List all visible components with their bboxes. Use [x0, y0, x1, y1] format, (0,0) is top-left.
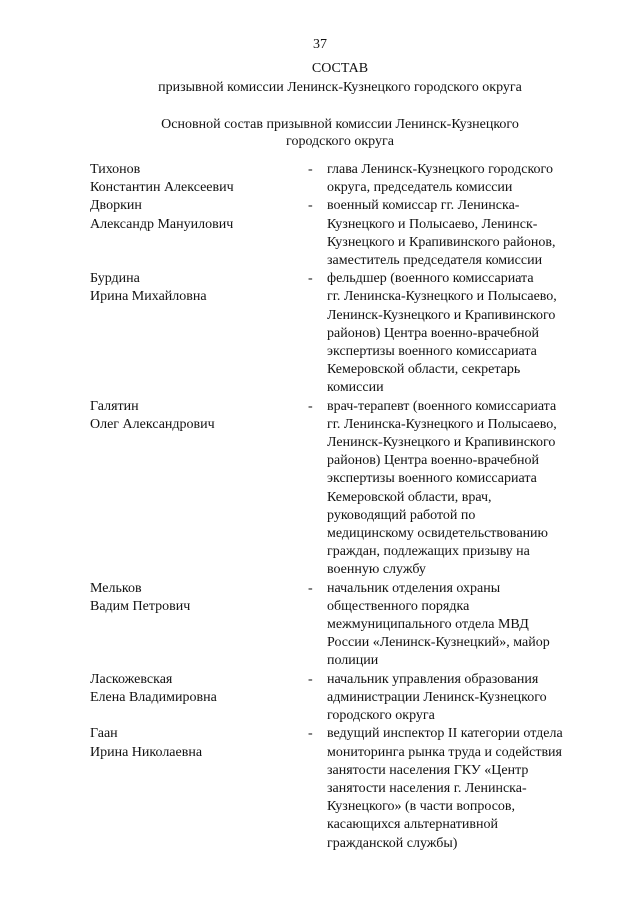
member-role: начальник отделения охраны общественного порядка межмуниципального отдела МВД России «Ленинск-Кузнецкий», майор полиции [327, 580, 550, 669]
member-role: врач-терапевт (военного комиссариата гг. Ленинска-Кузнецкого и Полысаево, Ленинск-Кузнецкого и Крапивинского районов) Центра военно-врачебной экспертизы военного комиссариата Кемеровской области, врач, руководящий работой по медицинскому освидетельствованию граждан, подлежащих призыву на военную службу [327, 398, 557, 578]
member-given-names: Елена Владимировна [90, 689, 217, 705]
member-name [90, 580, 300, 616]
document-title: СОСТАВ [311, 61, 369, 76]
member-entry [0, 270, 640, 397]
member-surname: Гаан [90, 726, 118, 742]
member-role: фельдшер (военного комиссариата гг. Ленинска-Кузнецкого и Полысаево, Ленинск-Кузнецкого и Крапивинского районов) Центра военно-врачебной экспертизы военного комиссариата Кемеровской области, секретарь комиссии [327, 271, 557, 396]
member-dash: - [308, 671, 313, 687]
member-role: ведущий инспектор II категории отдела мониторинга рынка труда и содействия занятости населения ГКУ «Центр занятости населения г. Ленинска- Кузнецкого» (в части вопросов, касающихся альтернативной гражданской службы) [327, 726, 563, 851]
member-name [90, 161, 300, 197]
member-entry [0, 161, 640, 197]
member-entry [0, 580, 640, 671]
member-entry [0, 671, 640, 726]
section-heading [0, 116, 640, 150]
member-surname: Тихонов [90, 162, 141, 177]
member-name [90, 398, 300, 434]
member-dash: - [308, 580, 313, 596]
member-surname: Мельков [90, 580, 142, 596]
member-given-names: Олег Александрович [90, 416, 215, 432]
member-name [90, 671, 300, 707]
member-dash: - [308, 398, 313, 414]
member-role: глава Ленинск-Кузнецкого городского округа, председатель комиссии [327, 162, 553, 196]
document-subtitle: призывной комиссии Ленинск-Кузнецкого городского округа [158, 80, 522, 95]
page-number: 37 [313, 37, 327, 52]
member-entry [0, 197, 640, 270]
member-surname: Дворкин [90, 198, 142, 214]
member-dash: - [308, 198, 313, 214]
member-role: начальник управления образования администрации Ленинск-Кузнецкого городского округа [327, 671, 547, 724]
member-name [90, 197, 300, 233]
members-list [0, 161, 640, 853]
member-name [90, 725, 300, 761]
member-given-names: Ирина Михайловна [90, 289, 207, 305]
member-dash: - [308, 271, 313, 287]
section-heading-text: Основной состав призывной комиссии Ленинск-Кузнецкого городского округа [161, 117, 519, 149]
member-entry [0, 398, 640, 580]
member-given-names: Константин Алексеевич [90, 180, 234, 196]
member-dash: - [308, 726, 313, 742]
member-given-names: Александр Мануилович [90, 216, 234, 232]
member-role: военный комиссар гг. Ленинска- Кузнецкого и Полысаево, Ленинск- Кузнецкого и Крапивинского районов, заместитель председателя комиссии [327, 198, 556, 269]
member-surname: Бурдина [90, 271, 140, 287]
member-dash: - [308, 162, 313, 177]
member-given-names: Вадим Петрович [90, 598, 191, 614]
member-name [90, 270, 300, 306]
member-entry [0, 725, 640, 852]
member-given-names: Ирина Николаевна [90, 744, 203, 760]
member-surname: Галятин [90, 398, 139, 414]
member-surname: Ласкожевская [90, 671, 173, 687]
